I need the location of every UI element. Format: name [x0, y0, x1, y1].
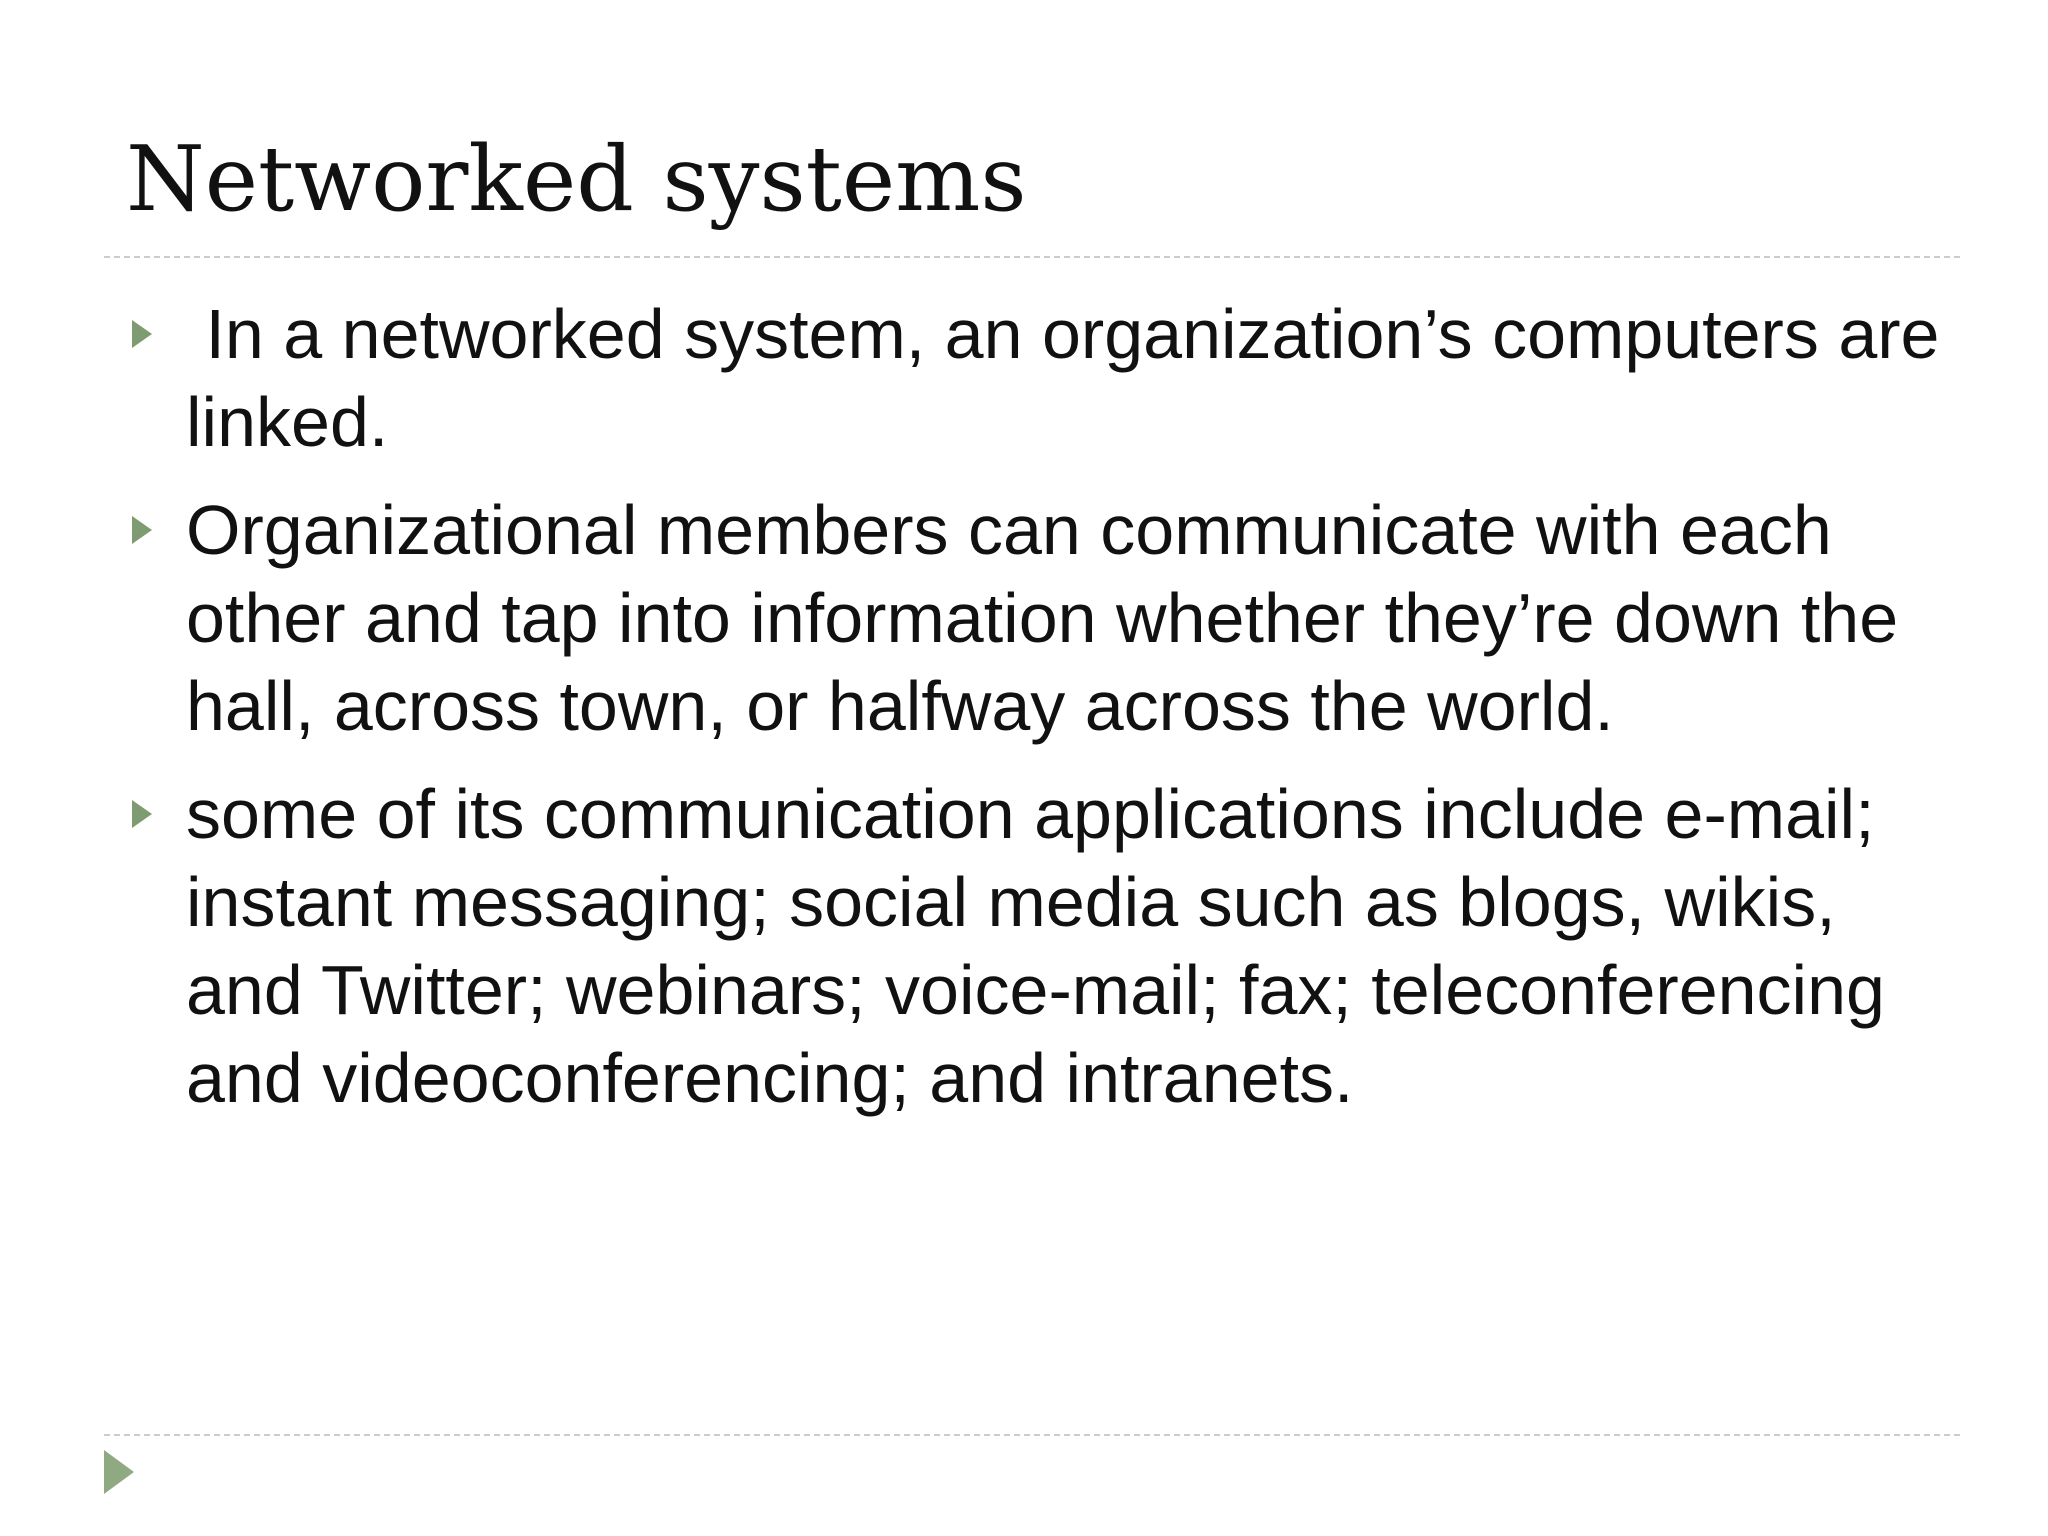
- bullet-item: [120, 486, 1940, 750]
- bullet-list: [120, 290, 1959, 1142]
- bullet-text: In a networked system, an organization’s computers are linked.: [186, 295, 1959, 461]
- corner-play-triangle-icon: [104, 1450, 134, 1494]
- bullet-triangle-icon: [132, 320, 152, 348]
- title-divider: [104, 256, 1960, 258]
- slide-title: Networked systems: [126, 127, 1027, 232]
- bullet-item: [120, 770, 1940, 1122]
- bullet-text: some of its communication applications include e-mail; instant messaging; social media such as blogs, wikis, and Twitter; webinars; voice-mail; fax; teleconferencing and videoconferencing; and intranets.: [186, 775, 1905, 1117]
- bullet-triangle-icon: [132, 516, 152, 544]
- footer-divider: [104, 1434, 1960, 1436]
- bullet-triangle-icon: [132, 800, 152, 828]
- bullet-item: [120, 290, 1959, 466]
- bullet-text: Organizational members can communicate with each other and tap into information whether they’re down the hall, across town, or halfway across the world.: [186, 491, 1918, 745]
